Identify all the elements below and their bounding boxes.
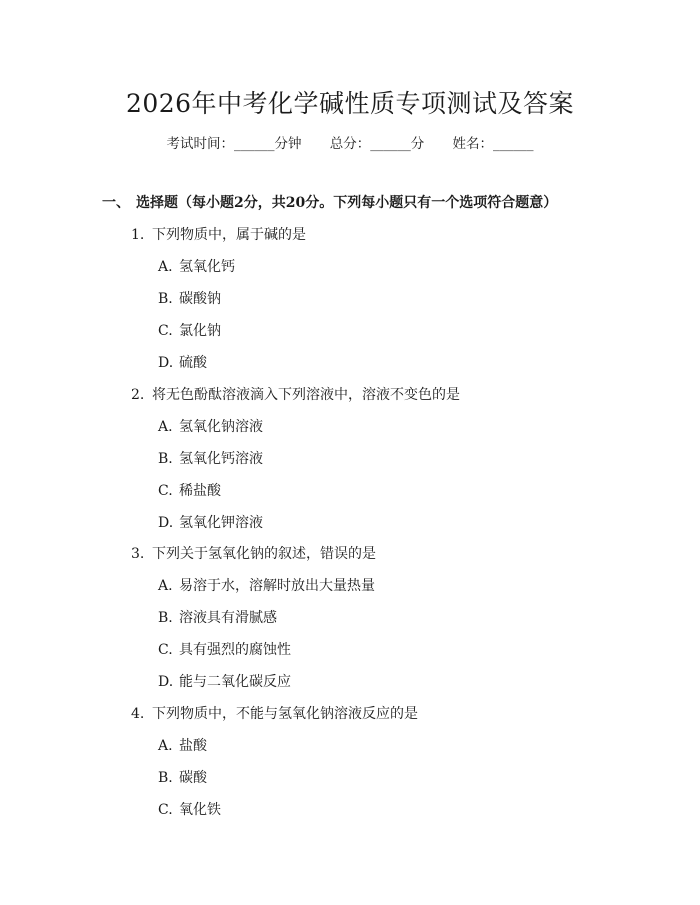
option-label: A. <box>158 259 173 275</box>
option-text: 氢氧化钾溶液 <box>179 515 263 531</box>
exam-info <box>0 132 700 152</box>
option-label: A. <box>158 738 173 754</box>
option-label: A. <box>158 419 173 435</box>
question-3-option-b <box>158 607 277 627</box>
question-2 <box>131 384 460 404</box>
option-text: 氧化铁 <box>179 802 221 818</box>
question-number: 1. <box>131 227 145 243</box>
page-title: 2026年中考化学碱性质专项测试及答案 <box>125 89 575 118</box>
question-3 <box>131 543 376 563</box>
question-3-option-d <box>158 671 291 691</box>
question-4-option-c <box>158 799 221 819</box>
option-text: 盐酸 <box>179 738 207 754</box>
option-label: C. <box>158 483 173 499</box>
option-text: 氢氧化钙 <box>179 259 235 275</box>
section-number: 一、 <box>102 195 130 211</box>
option-text: 易溶于水，溶解时放出大量热量 <box>179 578 375 594</box>
question-3-option-a <box>158 575 375 595</box>
question-number: 3. <box>131 546 145 562</box>
option-text: 碳酸钠 <box>179 291 221 307</box>
question-2-option-c <box>158 480 221 500</box>
exam-time-field: 考试时间：______分钟 <box>166 136 302 152</box>
student-name-field: 姓名：______ <box>452 136 534 152</box>
option-label: C. <box>158 642 173 658</box>
question-text: 下列关于氢氧化钠的叙述，错误的是 <box>152 546 376 562</box>
question-3-option-c <box>158 639 291 659</box>
option-label: A. <box>158 578 173 594</box>
option-label: B. <box>158 770 173 786</box>
total-score-field: 总分：______分 <box>329 136 425 152</box>
option-label: D. <box>158 515 174 531</box>
option-text: 碳酸 <box>179 770 207 786</box>
question-2-option-d <box>158 512 263 532</box>
question-number: 4. <box>131 706 145 722</box>
question-1-option-a <box>158 256 235 276</box>
question-number: 2. <box>131 387 145 403</box>
question-1-option-c <box>158 320 221 340</box>
option-text: 氢氧化钠溶液 <box>179 419 263 435</box>
question-4-option-b <box>158 767 207 787</box>
section-text: 选择题（每小题2分，共20分。下列每小题只有一个选项符合题意） <box>136 195 558 211</box>
option-text: 稀盐酸 <box>179 483 221 499</box>
question-1 <box>131 224 306 244</box>
option-label: C. <box>158 802 173 818</box>
option-text: 氯化钠 <box>179 323 221 339</box>
option-label: B. <box>158 291 173 307</box>
option-label: C. <box>158 323 173 339</box>
option-label: B. <box>158 610 173 626</box>
option-text: 氢氧化钙溶液 <box>179 451 263 467</box>
option-text: 能与二氧化碳反应 <box>179 674 291 690</box>
question-4-option-a <box>158 735 207 755</box>
question-1-option-d <box>158 352 207 372</box>
question-text: 将无色酚酞溶液滴入下列溶液中，溶液不变色的是 <box>152 387 460 403</box>
question-2-option-a <box>158 416 263 436</box>
option-text: 具有强烈的腐蚀性 <box>179 642 291 658</box>
question-4 <box>131 703 418 723</box>
option-label: D. <box>158 674 174 690</box>
option-label: D. <box>158 355 174 371</box>
question-2-option-b <box>158 448 263 468</box>
section-heading <box>102 192 557 212</box>
question-1-option-b <box>158 288 221 308</box>
option-text: 硫酸 <box>179 355 207 371</box>
question-text: 下列物质中，不能与氢氧化钠溶液反应的是 <box>152 706 418 722</box>
question-text: 下列物质中，属于碱的是 <box>152 227 306 243</box>
option-label: B. <box>158 451 173 467</box>
option-text: 溶液具有滑腻感 <box>179 610 277 626</box>
